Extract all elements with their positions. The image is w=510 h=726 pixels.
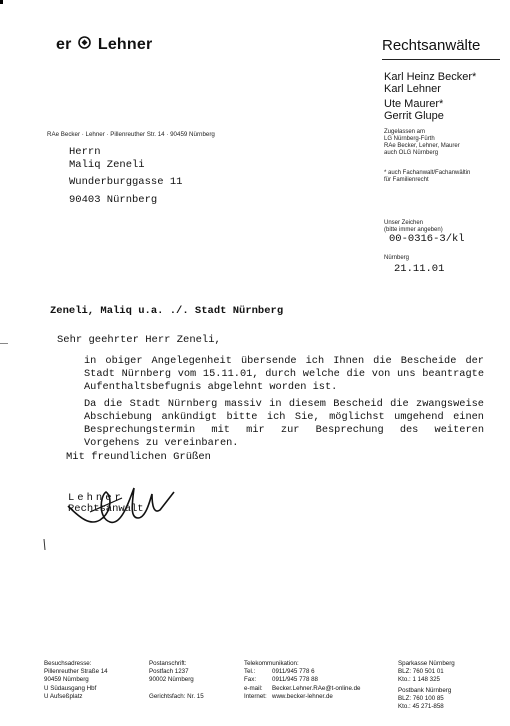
footer-line: Postbank Nürnberg [398,687,452,694]
footer-line: Postanschrift: [149,660,187,667]
greeting: Sehr geehrter Herr Zeneli, [57,334,221,346]
footer-line: Besuchsadresse: [44,660,92,667]
firm-type: Rechtsanwälte [382,37,481,54]
telecom-key: Internet: [244,692,267,700]
footer-line: Sparkasse Nürnberg [398,660,455,667]
signature-title: Rechtsanwalt [68,503,144,515]
specialist-line: * auch Fachanwalt/Fachanwältin [384,170,471,176]
logo-right-text: Lehner [97,36,153,53]
footer-line: Gerichtsfach: Nr. 15 [149,692,204,700]
partner-list-a [384,71,476,95]
specialist-note [384,170,470,184]
footer-line: U Aufseßplatz [44,692,83,700]
subject-line: Zeneli, Maliq u.a. ./. Stadt Nürnberg [50,305,284,317]
footer-line [244,693,361,701]
telecom-key: Fax: [244,676,257,684]
telecom-key: Tel.: [244,668,256,676]
telecom-value: 0911/945 778 6 [272,668,315,676]
body-paragraph-2: Da die Stadt Nürnberg massiv in diesem Bescheid die zwangsweise Abschiebung ankündigt bitte ich Sie, möglichst umgehend einen Besprechungstermin mit mir zur Besprechung des weiteren Vorgehens zu vereinbaren. [84,398,484,449]
footer-bank-1 [398,660,455,685]
partner-name: Ute Maurer* [384,98,444,110]
footer-telecom [244,660,361,701]
logo-left-text: er [56,36,72,53]
partner-name: Karl Heinz Becker* [384,71,477,83]
footer-line: U Südausgang Hbf [44,684,97,692]
header-rule [382,59,500,60]
recipient-name: Maliq Zeneli [69,159,145,171]
footer-line: Telekommunikation: [244,660,299,667]
sender-return-line: RAe Becker · Lehner · Pillenreuther Str. 14 · 90459 Nürnberg [47,131,215,138]
admission-line: Zugelassen am [384,129,426,135]
fold-mark [0,343,8,344]
admission-line: RAe Becker, Lehner, Maurer [384,143,460,149]
telecom-key: e-mail: [244,684,263,692]
reference-label: Unser Zeichen [384,220,424,226]
footer-line: 90002 Nürnberg [149,676,194,684]
reference-sublabel: (bitte immer angeben) [384,227,443,233]
admission-line: LG Nürnberg-Fürth [384,136,435,142]
footer-line: Postfach 1237 [149,668,189,676]
recipient-street: Wunderburggasse 11 [69,176,183,188]
footer-line: 90459 Nürnberg [44,676,89,684]
firm-logo [56,36,152,54]
partner-name: Karl Lehner [384,83,441,95]
footer-line [149,685,204,693]
scan-mark [42,538,52,552]
footer-line: BLZ: 760 100 85 [398,695,444,703]
admission-line: auch OLG Nürnberg [384,150,439,156]
admission-note [384,129,460,157]
footer-visit-address [44,660,108,701]
handwritten-signature [60,478,180,538]
body-paragraph-1: in obiger Angelegenheit übersende ich Ihnen die Bescheide der Stadt Nürnberg vom 15.11.01, durch welche die von uns beantragte Aufenthaltsbefugnis abgelehnt worden ist. [84,355,484,393]
reference-value: 00-0316-3/kl [389,233,465,245]
signature-name: Lehner [68,492,124,504]
date-place: Nürnberg [384,255,410,261]
footer-line: Kto.: 1 148 325 [398,676,440,684]
specialist-line: für Familienrecht [384,177,429,183]
partner-list-b [384,98,444,122]
footer-line [244,668,361,676]
logo-mark-icon [78,36,91,52]
footer-line [244,685,361,693]
partner-name: Gerrit Glupe [384,110,444,122]
scan-artifact [0,0,3,4]
footer-line: BLZ: 760 501 01 [398,668,444,676]
telecom-value: www.becker-lehner.de [272,692,333,700]
telecom-value: 0911/945 778 88 [272,676,318,684]
telecom-value: Becker.Lehner.RAe@t-online.de [272,684,361,692]
footer-post-address [149,660,204,701]
letter-date: 21.11.01 [394,263,445,275]
recipient-salutation: Herrn [69,146,101,158]
footer-bank-2 [398,687,451,712]
closing: Mit freundlichen Grüßen [66,451,211,463]
footer-line: Kto.: 45 271-858 [398,703,444,711]
footer-line [244,676,361,684]
footer-line: Pillenreuther Straße 14 [44,668,108,676]
recipient-city: 90403 Nürnberg [69,194,158,206]
